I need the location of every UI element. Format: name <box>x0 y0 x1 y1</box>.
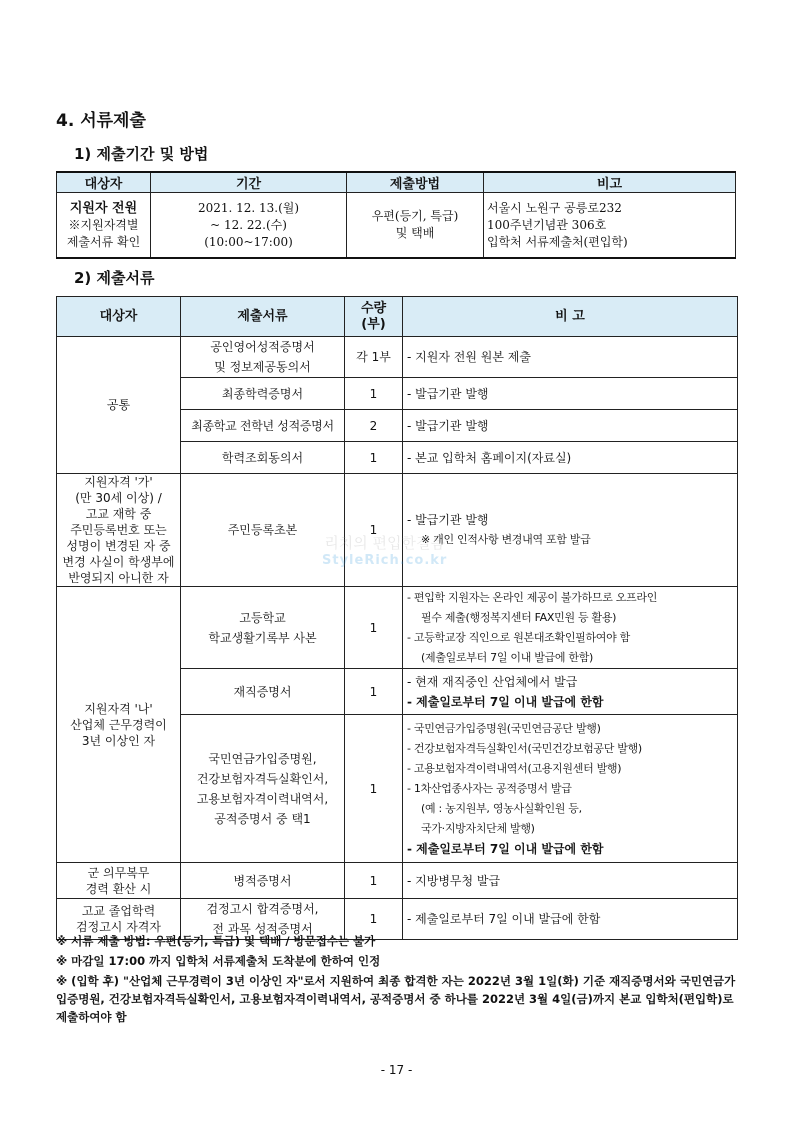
qty-cell: 1 <box>345 587 403 669</box>
note-cell <box>403 669 738 715</box>
table-row <box>57 474 738 587</box>
target-line: (만 30세 이상) / <box>75 491 162 505</box>
target-line: 3년 이상인 자 <box>81 733 156 748</box>
note-line: 100주년기념관 306호 <box>487 217 607 232</box>
note-line: - 제출일로부터 7일 이내 발급에 한함 <box>407 841 604 856</box>
table-row <box>57 863 738 899</box>
doc-line: 검정고시 합격증명서, <box>206 902 319 916</box>
header-note: 비고 <box>484 172 736 193</box>
note-cell <box>403 587 738 669</box>
doc-line: 및 정보제공동의서 <box>214 360 311 374</box>
subsection-period-title: 1) 제출기간 및 방법 <box>74 145 209 163</box>
target-line: 산업체 근무경력이 <box>70 717 167 732</box>
header-qty <box>345 297 403 337</box>
period-line: ~ 12. 22.(수) <box>210 217 287 232</box>
target-line: 고교 재학 중 <box>85 507 152 521</box>
note-cell <box>484 193 736 259</box>
qty-cell: 1 <box>345 899 403 940</box>
header-qty-line: 수량 <box>360 300 387 316</box>
note-cell: - 본교 입학처 홈페이지(자료실) <box>403 442 738 474</box>
doc-line: 학교생활기록부 사본 <box>208 630 317 645</box>
note-line: - 고용보험자격이력내역서(고용지원센터 발행) <box>407 761 622 775</box>
doc-cell <box>181 587 345 669</box>
documents-table <box>56 296 738 940</box>
period-line: 2021. 12. 13.(월) <box>197 200 300 215</box>
method-line: 우편(등기, 특급) <box>371 209 459 223</box>
target-cell <box>57 193 151 259</box>
note-line: - 발급기관 발행 <box>407 513 489 527</box>
qty-cell: 2 <box>345 410 403 442</box>
note-line: - 건강보험자격득실확인서(국민건강보험공단 발행) <box>407 741 642 755</box>
period-cell <box>151 193 347 259</box>
qty-cell: 1 <box>345 378 403 410</box>
period-table <box>56 171 736 259</box>
target-line: ※지원자격별 <box>68 217 139 232</box>
qty-cell: 1 <box>345 863 403 899</box>
common-target-cell: 공통 <box>57 337 181 474</box>
header-qty-line: (부) <box>361 316 386 332</box>
doc-cell <box>181 715 345 863</box>
doc-cell: 주민등록초본 <box>181 474 345 587</box>
note-line: ※ 개인 인적사항 변경내역 포함 발급 <box>421 533 591 546</box>
header-target: 대상자 <box>57 172 151 193</box>
header-method: 제출방법 <box>347 172 484 193</box>
note-cell: - 발급기관 발행 <box>403 378 738 410</box>
method-cell <box>347 193 484 259</box>
doc-cell: 최종학교 전학년 성적증명서 <box>181 410 345 442</box>
note-line: 국가·지방자치단체 발행) <box>421 821 535 835</box>
note-line: - 현재 재직중인 산업체에서 발급 <box>407 674 578 689</box>
watermark-line: StyleRich.co.kr <box>322 553 448 568</box>
note-line: - 제출일로부터 7일 이내 발급에 한함 <box>407 694 604 709</box>
note-cell: - 제출일로부터 7일 이내 발급에 한함 <box>403 899 738 940</box>
note-line: - 국민연금가입증명원(국민연금공단 발행) <box>407 721 601 735</box>
method-line: 및 택배 <box>395 226 435 240</box>
note-line: 서울시 노원구 공릉로232 <box>487 200 622 215</box>
target-line: 변경 사실이 학생부에 <box>62 555 175 569</box>
note-line: 필수 제출(행정복지센터 FAX민원 등 활용) <box>421 610 617 624</box>
qty-cell: 1 <box>345 442 403 474</box>
doc-line: 전 과목 성적증명서 <box>212 922 313 936</box>
target-line: 경력 환산 시 <box>85 881 152 896</box>
target-line: 반영되지 아니한 자 <box>68 571 169 585</box>
target-line: 지원자격 '나' <box>84 701 153 716</box>
target-line: 주민등록번호 또는 <box>70 523 167 537</box>
qty-cell: 1 <box>345 474 403 587</box>
qty-cell: 각 1부 <box>345 337 403 378</box>
qty-cell: 1 <box>345 715 403 863</box>
note-line: - 편입학 지원자는 온라인 제공이 불가하므로 오프라인 <box>407 590 658 604</box>
doc-cell <box>181 337 345 378</box>
header-note: 비 고 <box>403 297 738 337</box>
na-target-cell <box>57 587 181 863</box>
target-line: 제출서류 확인 <box>66 234 141 249</box>
footnote: ※ (입학 후) "산업체 근무경력이 3년 이상인 자"로서 지원하여 최종 합격한 자는 2022년 3월 1일(화) 기준 재직증명서와 국민연금가입증명원, 건강보험자격득실확인서, 고용보험자격이력내역서, 공적증명서 중 하나를 2022년 3월 4일(금)까지 본교 입학처(편입학)로 제출하여야 함 <box>56 974 736 1024</box>
note-line: - 1차산업종사자는 공적증명서 발급 <box>407 781 572 795</box>
doc-line: 고등학교 <box>239 610 286 625</box>
subsection-docs-title: 2) 제출서류 <box>74 269 155 287</box>
doc-line: 국민연금가입증명원, <box>208 751 317 766</box>
military-target-cell <box>57 863 181 899</box>
doc-line: 고용보험자격이력내역서, <box>196 791 329 806</box>
doc-cell: 학력조회동의서 <box>181 442 345 474</box>
note-cell: - 지방병무청 발급 <box>403 863 738 899</box>
footnote: ※ 서류 제출 방법: 우편(등기, 특급) 및 택배 / 방문접수는 불가 <box>56 934 376 948</box>
table-row <box>57 337 738 378</box>
note-line: (제출일로부터 7일 이내 발급에 한함) <box>421 650 594 664</box>
note-cell <box>403 715 738 863</box>
doc-line: 공적증명서 중 택1 <box>214 811 311 826</box>
header-period: 기간 <box>151 172 347 193</box>
note-line: 입학처 서류제출처(편입학) <box>487 234 628 249</box>
doc-line: 공인영어성적증명서 <box>210 340 315 354</box>
target-line: 지원자 전원 <box>69 200 138 216</box>
doc-cell: 최종학력증명서 <box>181 378 345 410</box>
target-line: 군 의무복무 <box>87 865 150 880</box>
page-number: - 17 - <box>380 1063 413 1077</box>
note-cell: - 발급기관 발행 <box>403 410 738 442</box>
doc-line: 건강보험자격득실확인서, <box>196 771 329 786</box>
header-doc: 제출서류 <box>181 297 345 337</box>
target-line: 검정고시 자격자 <box>76 920 161 934</box>
ga-target-cell <box>57 474 181 587</box>
header-target: 대상자 <box>57 297 181 337</box>
table-row <box>57 587 738 669</box>
target-line: 성명이 변경된 자 중 <box>66 539 171 553</box>
footnote: ※ 마감일 17:00 까지 입학처 서류제출처 도착분에 한하여 인정 <box>56 954 381 968</box>
note-cell: - 지원자 전원 원본 제출 <box>403 337 738 378</box>
section-title: 4. 서류제출 <box>56 111 146 131</box>
note-cell <box>403 474 738 587</box>
qty-cell: 1 <box>345 669 403 715</box>
period-line: (10:00~17:00) <box>204 234 293 249</box>
doc-cell: 병적증명서 <box>181 863 345 899</box>
note-line: (예 : 농지원부, 영농사실확인원 등, <box>421 801 582 815</box>
note-line: - 고등학교장 직인으로 원본대조확인필하여야 함 <box>407 630 630 644</box>
target-line: 고교 졸업학력 <box>81 904 156 918</box>
doc-cell: 재직증명서 <box>181 669 345 715</box>
watermark-line: 리치의 편입한걸음 <box>324 534 446 552</box>
target-line: 지원자격 '가' <box>84 475 153 489</box>
